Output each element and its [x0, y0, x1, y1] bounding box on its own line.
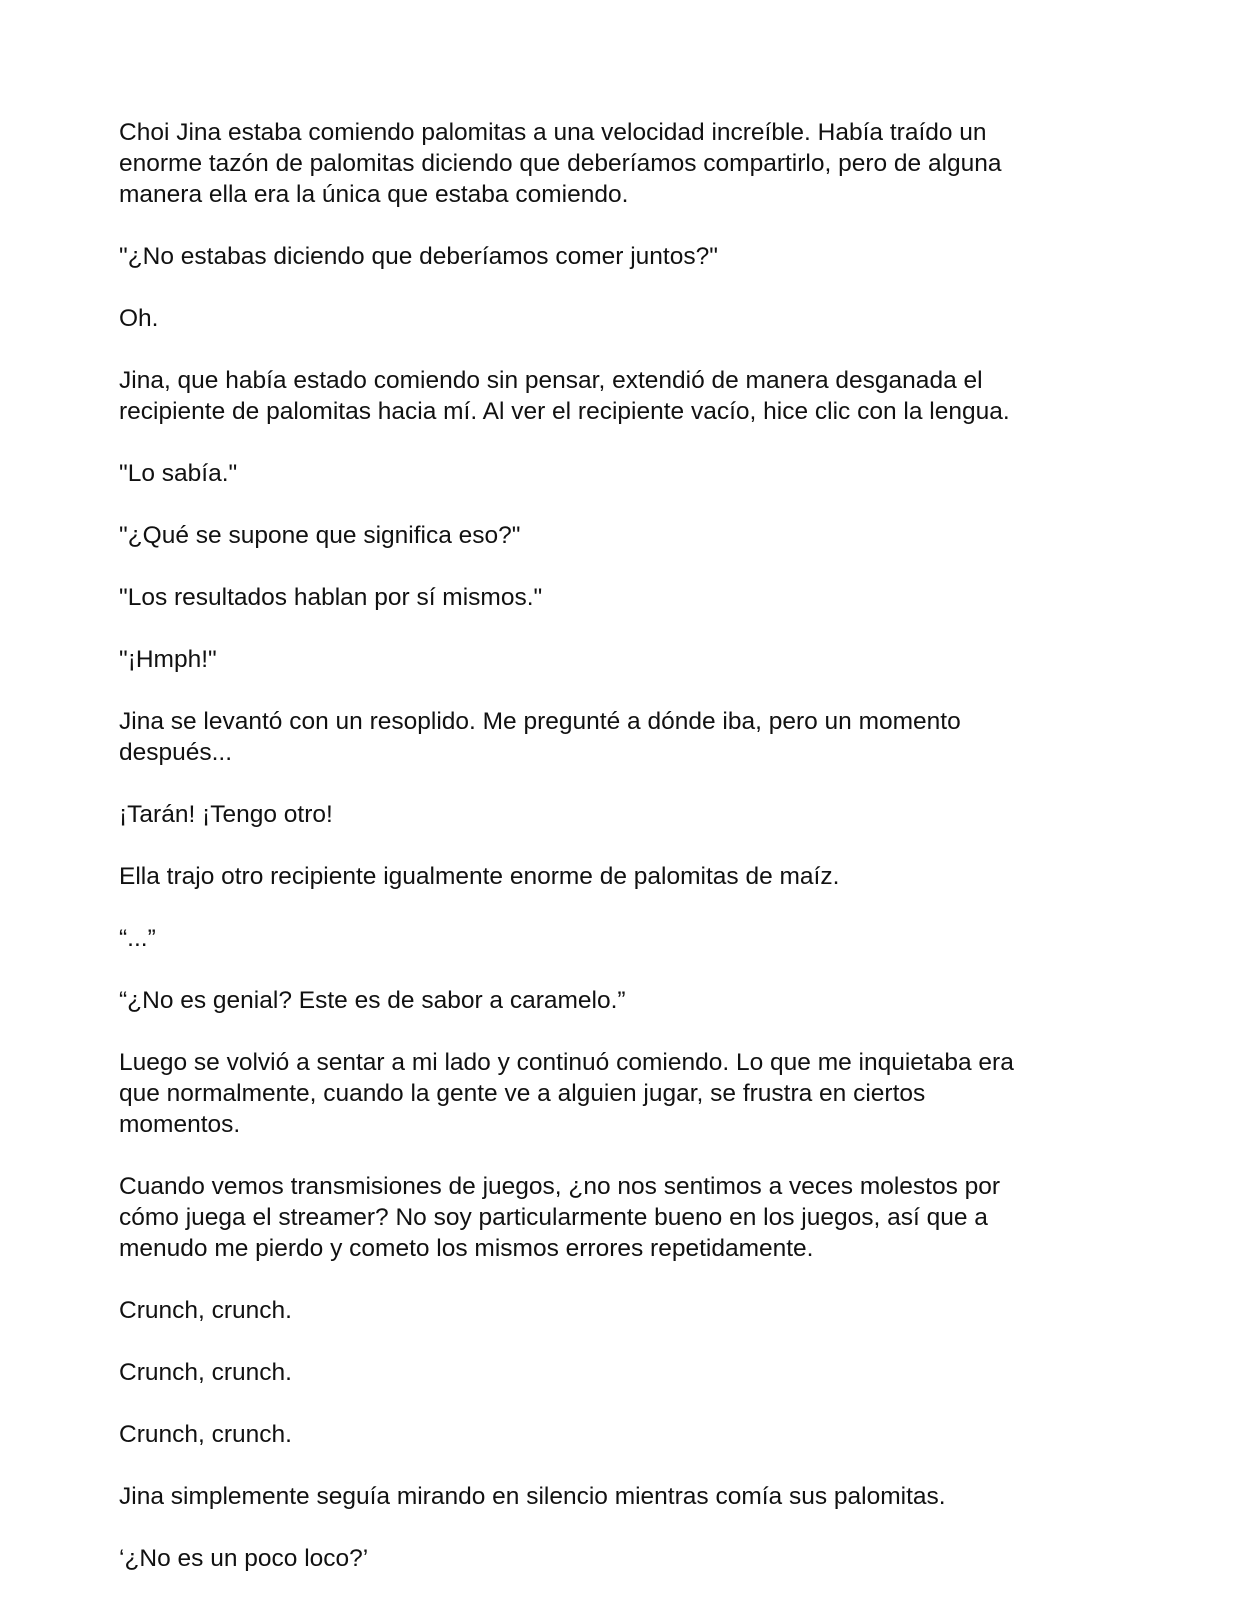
paragraph: Luego se volvió a sentar a mi lado y continuó comiendo. Lo que me inquietaba era que normalmente, cuando la gente ve a alguien jugar, se frustra en ciertos momentos. — [119, 1049, 1014, 1138]
paragraph: ¡Tarán! ¡Tengo otro! — [119, 801, 333, 828]
paragraph: Crunch, crunch. — [119, 1359, 292, 1386]
paragraph: "Los resultados hablan por sí mismos." — [119, 584, 543, 611]
paragraph: Cuando vemos transmisiones de juegos, ¿no nos sentimos a veces molestos por cómo juega el streamer? No soy particularmente bueno en los juegos, así que a menudo me pierdo y cometo los mismos errores repetidamente. — [119, 1173, 1001, 1262]
paragraph: "¡Hmph!" — [119, 646, 217, 673]
paragraph: “¿No es genial? Este es de sabor a caramelo.” — [119, 987, 626, 1014]
paragraph: “...” — [119, 925, 156, 952]
paragraph: Jina se levantó con un resoplido. Me pregunté a dónde iba, pero un momento después... — [119, 708, 961, 766]
paragraph: "¿Qué se supone que significa eso?" — [119, 522, 521, 549]
paragraph: "Lo sabía." — [119, 460, 238, 487]
paragraph: Crunch, crunch. — [119, 1421, 292, 1448]
paragraph: Jina simplemente seguía mirando en silencio mientras comía sus palomitas. — [119, 1483, 946, 1510]
paragraph: Choi Jina estaba comiendo palomitas a una velocidad increíble. Había traído un enorme tazón de palomitas diciendo que deberíamos compartirlo, pero de alguna manera ella era la única que estaba comiendo. — [119, 119, 1002, 208]
document-body — [119, 117, 1139, 1605]
paragraph: Crunch, crunch. — [119, 1297, 292, 1324]
paragraph: Jina, que había estado comiendo sin pensar, extendió de manera desganada el recipiente de palomitas hacia mí. Al ver el recipiente vacío, hice clic con la lengua. — [119, 367, 1010, 425]
paragraph: Oh. — [119, 305, 159, 332]
paragraph: ‘¿No es un poco loco?’ — [119, 1545, 369, 1572]
paragraph: Ella trajo otro recipiente igualmente enorme de palomitas de maíz. — [119, 863, 840, 890]
paragraph: "¿No estabas diciendo que deberíamos comer juntos?" — [119, 243, 718, 270]
